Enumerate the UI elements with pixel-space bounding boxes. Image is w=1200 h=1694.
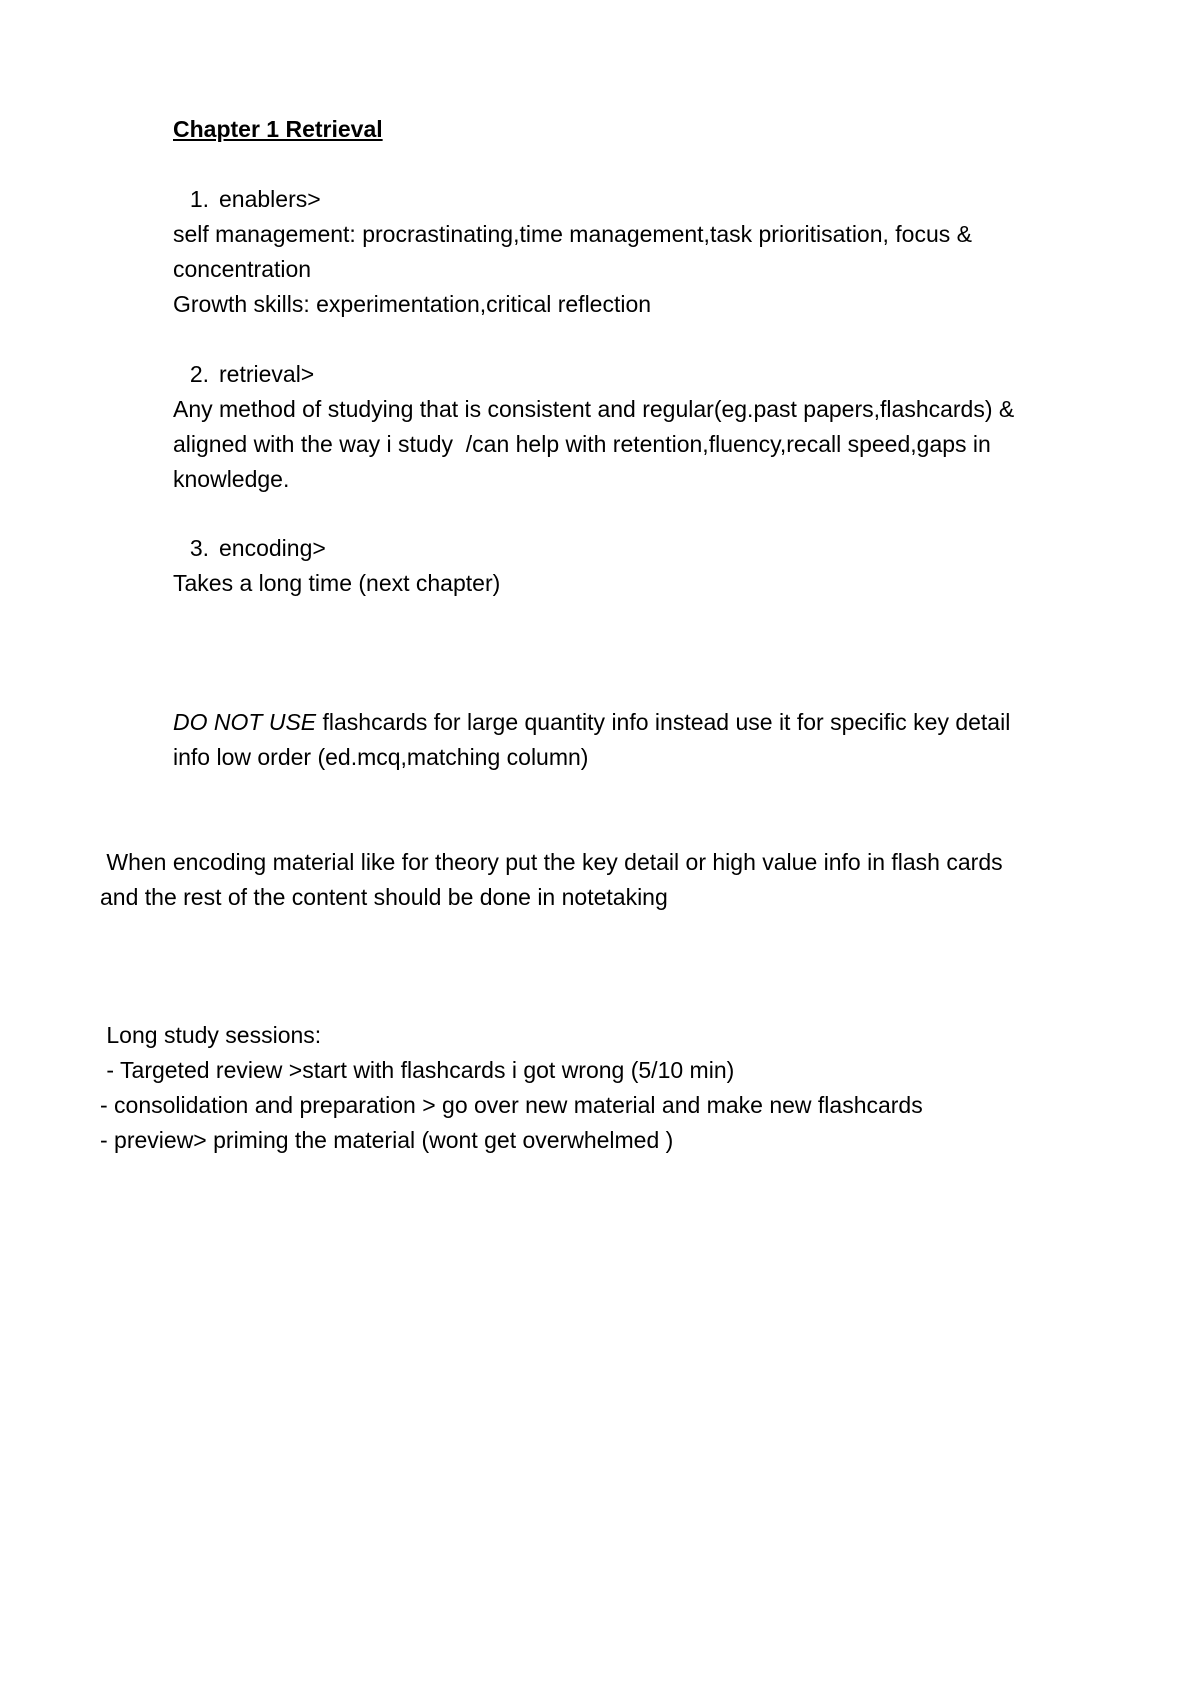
section-1-heading — [173, 182, 321, 217]
section-3-heading — [173, 531, 326, 566]
section-3-heading-text: encoding> — [219, 535, 326, 561]
warning-line-2: info low order (ed.mcq,matching column) — [173, 744, 589, 770]
section-2-line-2: aligned with the way i study /can help with retention,fluency,recall speed,gaps in — [173, 431, 991, 457]
page-title: Chapter 1 Retrieval — [173, 116, 383, 142]
encoding-note-line-1: When encoding material like for theory put the key detail or high value info in flash cards — [100, 849, 1003, 875]
section-1-line-3: Growth skills: experimentation,critical reflection — [173, 291, 652, 317]
warning-line-1 — [173, 705, 1010, 740]
section-2-line-1: Any method of studying that is consistent and regular(eg.past papers,flashcards) & — [173, 396, 1015, 422]
encoding-note-line-2: and the rest of the content should be done in notetaking — [100, 884, 668, 910]
long-study-item-1: - Targeted review >start with flashcards i got wrong (5/10 min) — [100, 1057, 735, 1083]
section-2-heading — [173, 357, 314, 392]
warning-line-1-text: flashcards for large quantity info instead use it for specific key detail — [316, 709, 1011, 735]
section-2-number: 2. — [189, 361, 209, 387]
warning-emphasis: DO NOT USE — [173, 709, 317, 735]
section-1-line-2: concentration — [173, 256, 312, 282]
section-2-heading-text: retrieval> — [219, 361, 315, 387]
section-1-heading-text: enablers> — [219, 186, 321, 212]
section-3-number: 3. — [189, 535, 209, 561]
section-1-number: 1. — [189, 186, 209, 212]
section-1-line-1: self management: procrastinating,time management,task prioritisation, focus & — [173, 221, 972, 247]
section-3-line-1: Takes a long time (next chapter) — [173, 570, 501, 596]
section-2-line-3: knowledge. — [173, 466, 290, 492]
long-study-heading: Long study sessions: — [100, 1022, 322, 1048]
long-study-item-2: - consolidation and preparation > go over new material and make new flashcards — [100, 1092, 923, 1118]
long-study-item-3: - preview> priming the material (wont get overwhelmed ) — [100, 1127, 674, 1153]
